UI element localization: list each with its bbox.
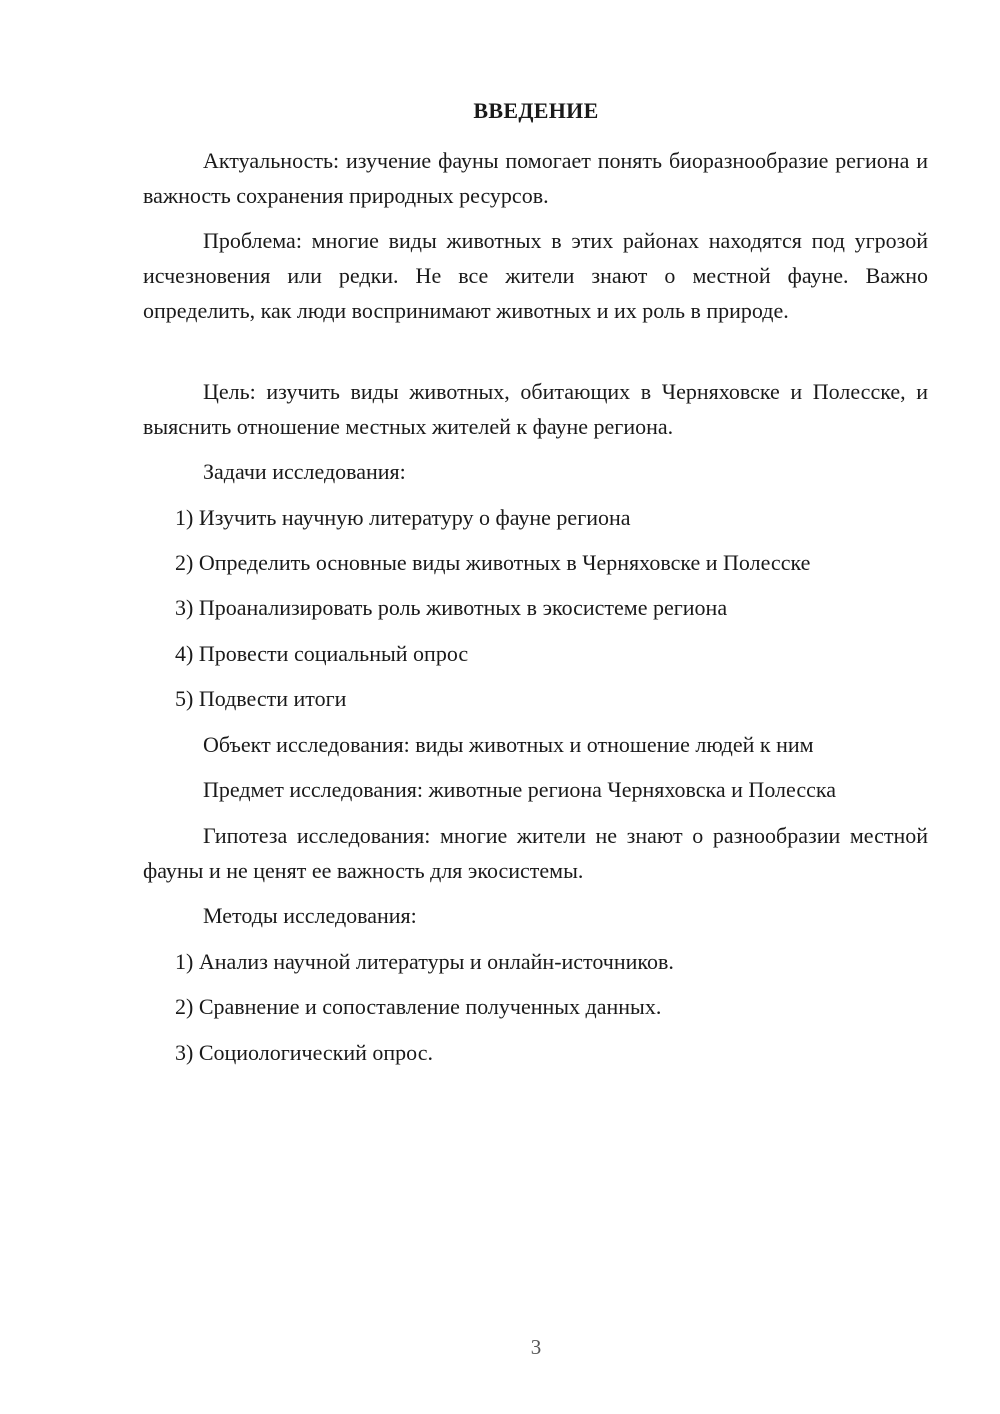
page-number: 3 [530,1335,542,1359]
methods-heading: Методы исследования: [203,903,417,928]
method-item: 2) Сравнение и сопоставление полученных данных. [175,994,662,1019]
paragraph-hypothesis: Гипотеза исследования: многие жители не знают о разнообразии местной фауны и не ценят ее важность для экосистемы. [143,823,928,883]
research-subject: Предмет исследования: животные региона Черняховска и Полесска [203,777,836,802]
task-item: 1) Изучить научную литературу о фауне региона [175,505,631,530]
task-item: 3) Проанализировать роль животных в экосистеме региона [175,595,728,620]
tasks-heading: Задачи исследования: [203,459,406,484]
task-item: 4) Провести социальный опрос [175,641,469,666]
research-object: Объект исследования: виды животных и отношение людей к ним [203,732,814,757]
method-item: 1) Анализ научной литературы и онлайн-источников. [175,949,674,974]
method-item: 3) Социологический опрос. [175,1040,433,1065]
paragraph-goal: Цель: изучить виды животных, обитающих в Черняховске и Полесске, и выяснить отношение местных жителей к фауне региона. [143,379,928,439]
paragraph-problem: Проблема: многие виды животных в этих районах находятся под угрозой исчезновения или редки. Не все жители знают о местной фауне. Важно определить, как люди воспринимают животных и их роль в природе. [143,228,928,323]
section-title: ВВЕДЕНИЕ [473,98,599,123]
paragraph-relevance: Актуальность: изучение фауны помогает понять биоразнообразие региона и важность сохранения природных ресурсов. [143,148,928,208]
task-item: 5) Подвести итоги [175,686,347,711]
task-item: 2) Определить основные виды животных в Черняховске и Полесске [175,550,811,575]
